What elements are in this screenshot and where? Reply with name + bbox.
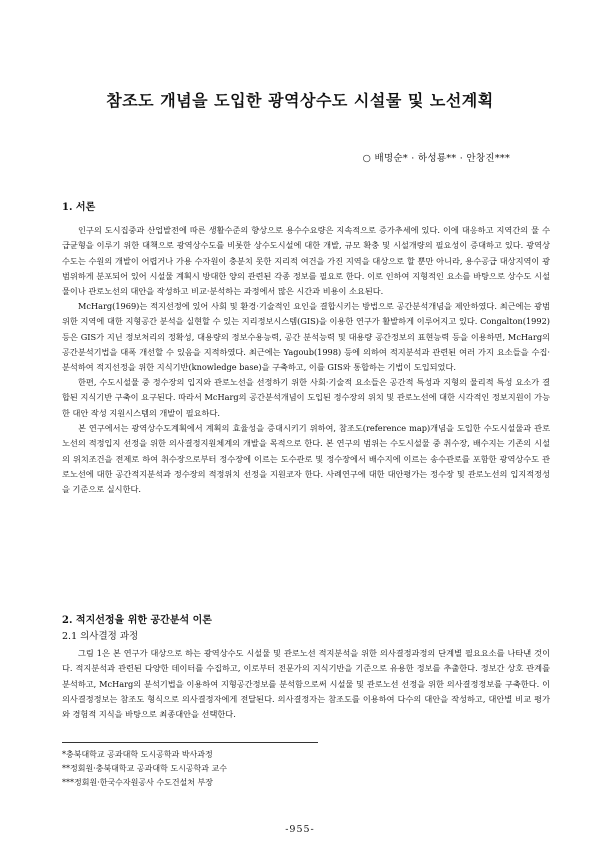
section-1-paragraph-3: 한편, 수도시설물 중 정수장의 입지와 관로노선을 선정하기 위한 사회·기술적 요소들은 공간적 특성과 지형의 물리적 특성 요소가 결합된 지식기반 구축이 요구된다. 따라서 McHarg의 공간분석개념이 도입된 정수장의 위치 및 관로노선에 대한 시각적인 정보지원이 가능한 대안 작성 지원시스템의 개발이 필요하다.	[62, 377, 550, 418]
footnote-divider	[62, 742, 318, 743]
section-1-paragraph-2: McHarg(1969)는 적지선정에 있어 사회 및 환경·기술적인 요인을 결합시키는 방법으로 공간분석개념을 제안하였다. 최근에는 광범위한 지역에 대한 지형공간 분석을 실현할 수 있는 지리정보시스템(GIS)을 이용한 연구가 활발하게 이루어지고 있다. Congalton(1992) 등은 GIS가 지닌 정보처리의 정확성, 대용량의 정보수용능력, 공간 분석능력 및 대용량 공간정보의 표현능력 등을 이용하면, McHarg의 공간분석기법을 대폭 개선할 수 있음을 지적하였다. 최근에는 Yagoub(1998) 등에 의하여 적지분석과 관련된 여러 가지 요소들을 수집·분석하여 적지선정을 위한 지식기반(knowledge base)을 구축하고, 이를 GIS와 통합하는 기법이 도입되었다.	[62, 301, 550, 373]
paper-title: 참조도 개념을 도입한 광역상수도 시설물 및 노선계획	[106, 91, 494, 110]
section-1-heading: 1. 서론	[62, 202, 96, 213]
footnote-list	[62, 748, 227, 790]
page-number: -955-	[285, 824, 315, 835]
section-1-paragraph-1: 인구의 도시집중과 산업발전에 따른 생활수준의 향상으로 용수수요량은 지속적으로 증가추세에 있다. 이에 대응하고 지역간의 물 수급균형을 이루기 위한 대책으로 광역상수도를 비롯한 상수도시설에 대한 개발, 규모 확충 및 시설개량의 필요성이 증대하고 있다. 광역상수도는 수원의 개발이 어렵거나 가용 수자원이 충분치 못한 지리적 여건을 가진 지역을 대상으로 할 뿐만 아니라, 용수공급 대상지역이 광범위하게 분포되어 있어 시설물 계획시 방대한 양의 관련된 각종 정보를 필요로 한다. 이로 인하여 지형적인 요소를 바탕으로 상수도 시설물이나 관로노선의 대안을 작성하고 비교·분석하는 과정에서 많은 시간과 비용이 소요된다.	[62, 225, 550, 297]
section-2-1-heading: 2.1 의사결정 과정	[62, 631, 139, 642]
footnote-item: ***정회원·한국수자원공사 수도건설처 부장	[62, 778, 214, 787]
author-line: ○ 배명순* · 하성룡** · 안창진***	[362, 153, 510, 164]
section-1-paragraph-4: 본 연구에서는 광역상수도계획에서 계획의 효율성을 증대시키기 위하여, 참조도(reference map)개념을 도입한 수도시설물과 관로노선의 적정입지 선정을 위한 의사결정지원체계의 개발을 목적으로 한다. 본 연구의 범위는 수도시설물 중 취수장, 배수지는 기존의 시설의 위치조건을 전제로 하여 취수장으로부터 정수장에 이르는 도수관로 및 정수장에서 배수지에 이르는 송수관로를 포함한 광역상수도 관로노선에 대한 공간적지분석과 정수장의 적정위치 선정을 지원코자 한다. 사례연구에 대한 대안평가는 정수장 및 관로노선의 입지적정성을 기준으로 실시한다.	[62, 423, 550, 495]
section-2-heading: 2. 적지선정을 위한 공간분석 이론	[62, 615, 212, 626]
footnote-item: **정회원·충북대학교 공과대학 도시공학과 교수	[62, 764, 228, 773]
footnote-item: *충북대학교 공과대학 도시공학과 박사과정	[62, 750, 213, 759]
section-2-paragraph: 그림 1은 본 연구가 대상으로 하는 광역상수도 시설물 및 관로노선 적지분석을 위한 의사결정과정의 단계별 필요요소를 나타낸 것이다. 적지분석과 관련된 다양한 데이터를 수집하고, 이로부터 전문가의 지식기반을 기준으로 유용한 정보를 추출한다. 정보간 상호 관계를 분석하고, McHarg의 분석기법을 이용하여 지형공간정보를 분석함으로써 시설물 및 관로노선 선정을 위한 의사결정정보를 구축한다. 이 의사결정정보는 참조도 형식으로 의사결정자에게 전달된다. 의사결정자는 참조도를 이용하여 다수의 대안을 작성하고, 대안별 비교 평가와 경험적 지식을 바탕으로 최종대안을 선택한다.	[62, 648, 550, 720]
